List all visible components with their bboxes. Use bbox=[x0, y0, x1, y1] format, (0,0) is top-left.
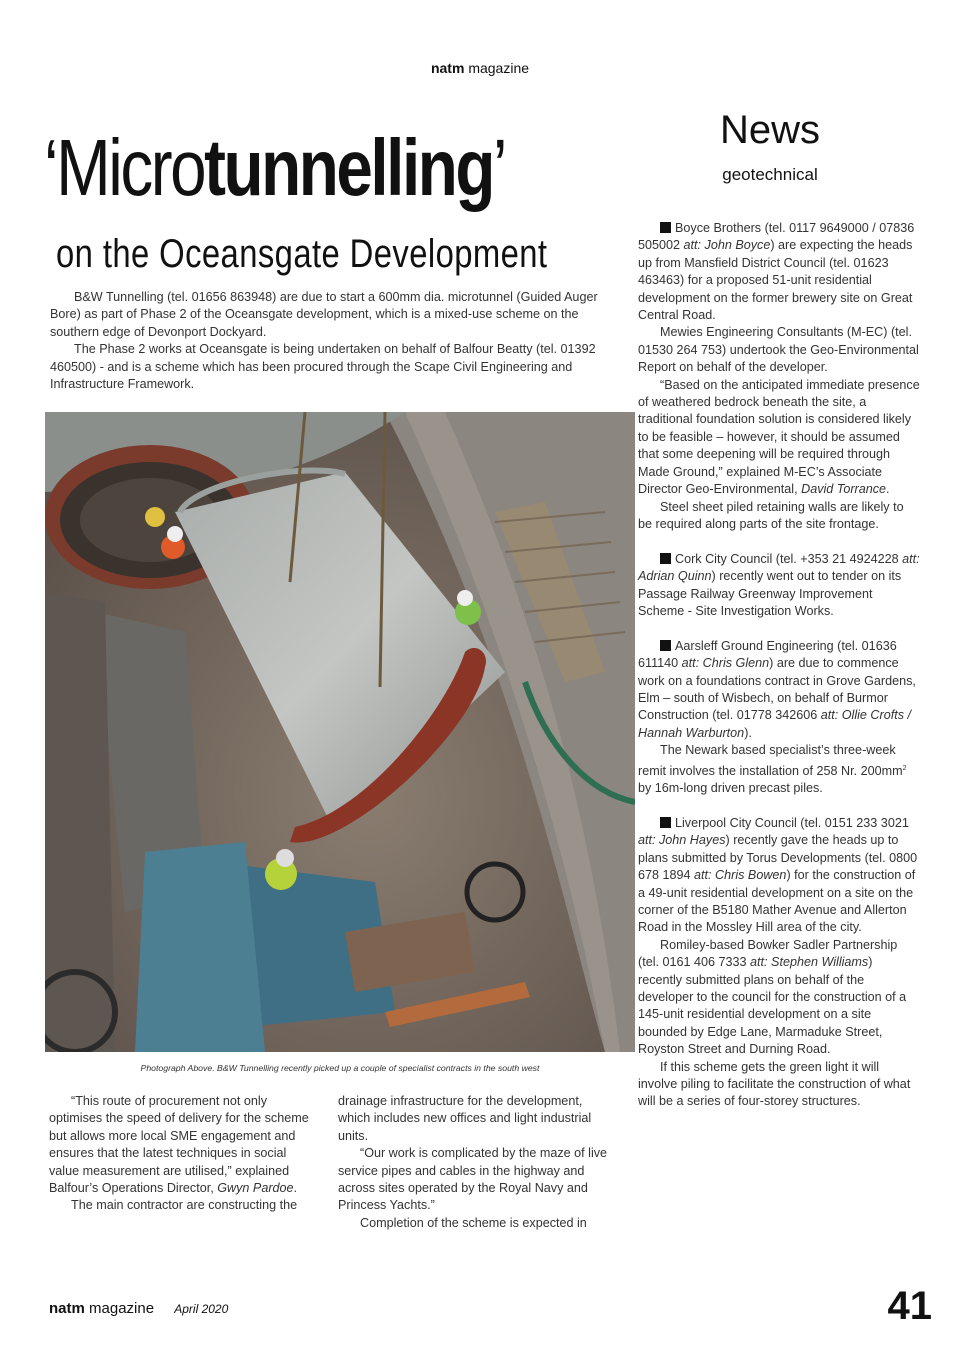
aarsleff-piles-text-b: by 16m-long driven precast piles. bbox=[638, 781, 823, 796]
aarsleff-text-a: Aarsleff Ground Engineering (tel. 01636 611140 bbox=[638, 638, 897, 671]
liverpool-paragraph-3: If this scheme gets the green light it will involve piling to facilitate the construction of what will be a series of four-storey structures. bbox=[638, 1059, 911, 1109]
boyce-quote: “Based on the anticipated immediate presence of weathered bedrock beneath the site, a traditional foundation solution is considered likely to be feasible – however, it should be assumed that some deepening will be required through Made Ground,” explained M-EC’s Associate Director Geo-Environmental, bbox=[638, 377, 920, 497]
aarsleff-superscript: 2 bbox=[902, 764, 907, 772]
cork-text-a: Cork City Council (tel. +353 21 4924228 bbox=[675, 551, 903, 566]
cork-contact: att: Adrian Quinn bbox=[638, 551, 920, 584]
title-close-quote: ’ bbox=[492, 123, 506, 212]
article-intro bbox=[50, 289, 610, 393]
boyce-text-a: Boyce Brothers (tel. 0117 9649000 / 07836 505002 bbox=[638, 221, 915, 253]
running-header bbox=[0, 60, 960, 76]
header-magazine: magazine bbox=[468, 60, 530, 76]
liverpool-p2-text-b: ) recently submitted plans on behalf of the developer to the council for the construction of a 145-unit residential development on a site bounded by Edge Lane, Marmaduke Street, Royston Street and Durning Road. bbox=[638, 955, 907, 1057]
news-item-cork bbox=[638, 551, 920, 621]
liverpool-paragraph-1 bbox=[638, 815, 920, 937]
intro-paragraph-1: B&W Tunnelling (tel. 01656 863948) are due to start a 600mm dia. microtunnel (Guided Auger Bore) as part of Phase 2 of the Oceansgate development, which is a mixed-use scheme on the southern edge of Devonport Dockyard. bbox=[50, 290, 598, 339]
aarsleff-paragraph-1 bbox=[638, 638, 920, 742]
liverpool-text-b: ) recently gave the heads up to plans submitted by Torus Developments (tel. 0800 678 1894 bbox=[638, 833, 918, 883]
liverpool-contact: att: John Hayes bbox=[638, 833, 726, 848]
column1-period: . bbox=[293, 1181, 298, 1196]
aarsleff-paragraph-2 bbox=[638, 742, 920, 797]
article-subtitle: on the Oceansgate Development bbox=[56, 232, 548, 276]
intro-paragraph-2: The Phase 2 works at Oceansgate is being undertaken on behalf of Balfour Beatty (tel. 01392 460500) - and is a scheme which has been procured through the Scape Civil Engineering and Infrastructure Framework. bbox=[50, 342, 596, 392]
page-number: 41 bbox=[887, 1284, 932, 1328]
bullet-square-icon bbox=[660, 640, 671, 651]
title-tunnelling: tunnelling bbox=[204, 123, 493, 212]
news-item-liverpool bbox=[638, 815, 920, 1111]
liverpool-p2-text-a: Romiley-based Bowker Sadler Partnership (tel. 0161 406 7333 bbox=[638, 937, 898, 970]
news-section-title: News bbox=[719, 108, 821, 152]
column2-paragraph-1: drainage infrastructure for the development, which includes new offices and light industrial units. bbox=[338, 1094, 592, 1143]
footer-magazine: magazine bbox=[89, 1300, 155, 1317]
aarsleff-contact-2: att: Ollie Crofts / Hannah Warburton bbox=[638, 708, 912, 740]
boyce-period: . bbox=[886, 482, 890, 497]
cork-text-b: ) recently went out to tender on its Passage Railway Greenway Improvement Scheme - Site Investigation Works. bbox=[638, 569, 902, 618]
article-column-1 bbox=[49, 1093, 317, 1215]
liverpool-text-c: ) for the construction of a 49-unit residential development on a site on the corner of the B5180 Mather Avenue and Allerton Road in the Mossley Hill area of the city. bbox=[638, 868, 916, 935]
title-open-quote: ‘ bbox=[44, 123, 57, 212]
bullet-square-icon bbox=[660, 222, 671, 233]
article-column-2 bbox=[338, 1093, 613, 1232]
bullet-square-icon bbox=[660, 553, 671, 564]
boyce-paragraph-4: Steel sheet piled retaining walls are likely to be required along parts of the site frontage. bbox=[638, 499, 904, 531]
boyce-paragraph-1 bbox=[638, 220, 920, 324]
news-item-boyce bbox=[638, 220, 920, 533]
boyce-contact: att: John Boyce bbox=[683, 238, 771, 253]
liverpool-text-a: Liverpool City Council (tel. 0151 233 3021 bbox=[675, 815, 909, 830]
photo-caption: Photograph Above. B&W Tunnelling recently picked up a couple of specialist contracts in the south west bbox=[140, 1063, 540, 1073]
liverpool-contact-2: att: Chris Bowen bbox=[694, 868, 787, 883]
column1-quote: “This route of procurement not only optimises the speed of delivery for the scheme but allows more local SME engagement and ensures that the latest techniques in social value measurement are utilised,” explained Balfour’s Operations Director, bbox=[49, 1094, 309, 1196]
news-column bbox=[638, 220, 920, 1128]
column2-paragraph-2: “Our work is complicated by the maze of live service pipes and cables in the highway and across sites operated by the Royal Navy and Princess Yachts.” bbox=[338, 1146, 608, 1213]
cork-paragraph-1 bbox=[638, 551, 920, 621]
column2-paragraph-3: Completion of the scheme is expected in bbox=[360, 1215, 587, 1230]
column1-person-name: Gwyn Pardoe bbox=[217, 1181, 294, 1196]
bullet-square-icon bbox=[660, 817, 671, 828]
aarsleff-text-c: ). bbox=[744, 725, 752, 740]
aarsleff-text-b: ) are due to commence work on a foundations contract in Grove Gardens, Elm – south of Wisbech, on behalf of Burmor Construction (tel. 01778 342606 bbox=[638, 656, 916, 723]
article-photo bbox=[45, 412, 635, 1052]
article-title bbox=[44, 120, 536, 216]
shaft-photo-illustration bbox=[45, 412, 635, 1052]
boyce-paragraph-2: Mewies Engineering Consultants (M-EC) (tel. 01530 264 753) undertook the Geo-Environmental Report on behalf of the developer. bbox=[638, 325, 919, 375]
header-brand: natm bbox=[430, 60, 465, 76]
aarsleff-contact: att: Chris Glenn bbox=[681, 656, 770, 671]
boyce-paragraph-3 bbox=[638, 377, 920, 499]
title-micro: Micro bbox=[56, 123, 205, 212]
footer-date: April 2020 bbox=[174, 1302, 229, 1316]
boyce-text-b: ) are expecting the heads up from Mansfield District Council (tel. 01623 463463) for a proposed 51-unit residential development on the former brewery site on Great Central Road. bbox=[638, 238, 913, 323]
news-item-aarsleff bbox=[638, 638, 920, 798]
news-section-subtitle: geotechnical bbox=[722, 165, 818, 184]
column1-paragraph-1 bbox=[49, 1093, 317, 1197]
footer-brand-name: natm bbox=[49, 1300, 85, 1317]
aarsleff-piles-text: The Newark based specialist’s three-week remit involves the installation of 258 Nr. 200mm bbox=[638, 743, 903, 778]
footer-brand bbox=[49, 1300, 228, 1317]
liverpool-paragraph-2 bbox=[638, 937, 920, 1059]
column1-paragraph-2: The main contractor are constructing the bbox=[71, 1198, 298, 1213]
liverpool-p2-contact: att: Stephen Williams bbox=[750, 955, 869, 970]
boyce-person-name: David Torrance bbox=[801, 482, 887, 497]
